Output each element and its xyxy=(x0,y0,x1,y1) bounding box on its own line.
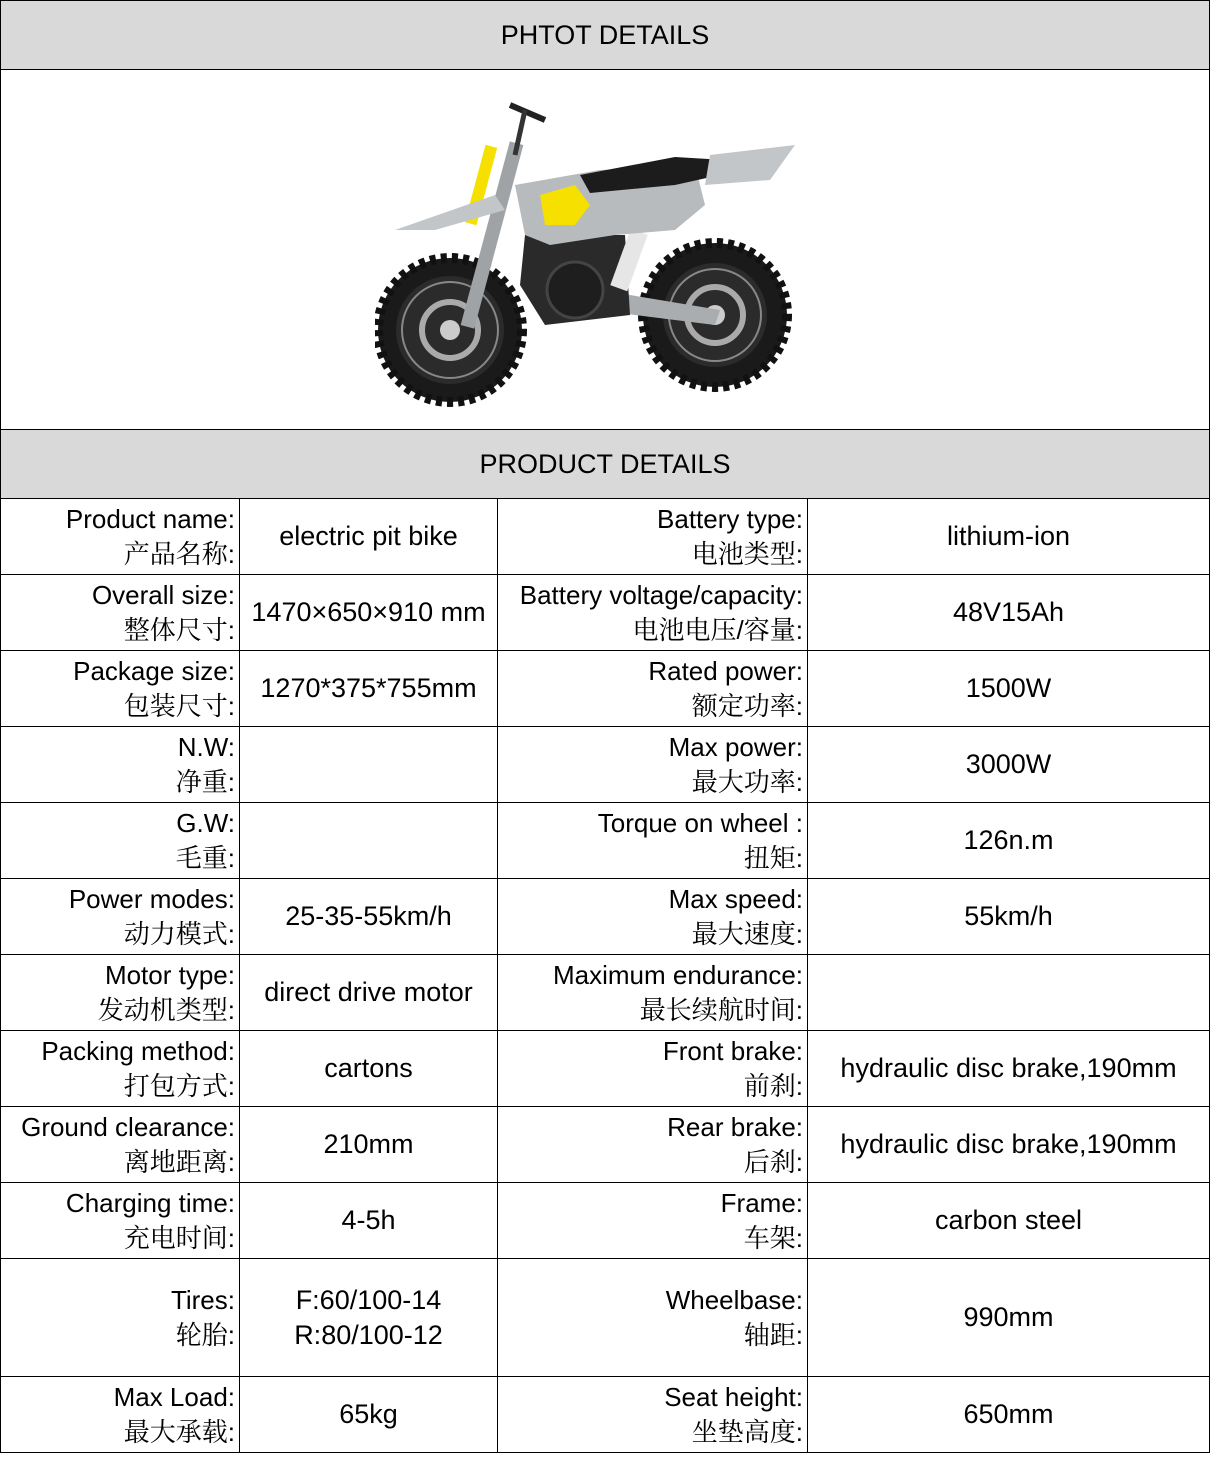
spec-label: Maximum endurance: 最长续航时间: xyxy=(498,955,808,1031)
spec-value: 1500W xyxy=(808,651,1210,727)
spec-label: Battery voltage/capacity: 电池电压/容量: xyxy=(498,575,808,651)
spec-label: Max Load: 最大承载: xyxy=(1,1377,240,1453)
spec-label: Max power: 最大功率: xyxy=(498,727,808,803)
spec-label: Tires: 轮胎: xyxy=(1,1259,240,1377)
spec-label: Front brake: 前刹: xyxy=(498,1031,808,1107)
spec-value: electric pit bike xyxy=(240,499,498,575)
spec-value: 3000W xyxy=(808,727,1210,803)
spec-row xyxy=(1,879,1210,955)
spec-row xyxy=(1,1259,1210,1377)
spec-row xyxy=(1,1107,1210,1183)
spec-value: 210mm xyxy=(240,1107,498,1183)
spec-value: carbon steel xyxy=(808,1183,1210,1259)
spec-value: hydraulic disc brake,190mm xyxy=(808,1031,1210,1107)
spec-value xyxy=(240,727,498,803)
spec-label: Wheelbase: 轴距: xyxy=(498,1259,808,1377)
product-photo-cell xyxy=(1,70,1210,430)
spec-label: Frame: 车架: xyxy=(498,1183,808,1259)
spec-label: Packing method: 打包方式: xyxy=(1,1031,240,1107)
spec-value: 990mm xyxy=(808,1259,1210,1377)
spec-value: direct drive motor xyxy=(240,955,498,1031)
spec-label: Power modes: 动力模式: xyxy=(1,879,240,955)
spec-row xyxy=(1,1031,1210,1107)
spec-value xyxy=(240,803,498,879)
spec-label: Motor type: 发动机类型: xyxy=(1,955,240,1031)
spec-row xyxy=(1,803,1210,879)
spec-label: Seat height: 坐垫高度: xyxy=(498,1377,808,1453)
spec-label: Overall size: 整体尺寸: xyxy=(1,575,240,651)
spec-value: 55km/h xyxy=(808,879,1210,955)
spec-value: 65kg xyxy=(240,1377,498,1453)
spec-value xyxy=(808,955,1210,1031)
spec-label: G.W: 毛重: xyxy=(1,803,240,879)
spec-label: Max speed: 最大速度: xyxy=(498,879,808,955)
product-details-header: PRODUCT DETAILS xyxy=(1,430,1210,499)
spec-label: Rear brake: 后刹: xyxy=(498,1107,808,1183)
photo-details-header: PHTOT DETAILS xyxy=(1,1,1210,70)
spec-label: Package size: 包装尺寸: xyxy=(1,651,240,727)
spec-value: cartons xyxy=(240,1031,498,1107)
spec-value: 1270*375*755mm xyxy=(240,651,498,727)
spec-value: 1470×650×910 mm xyxy=(240,575,498,651)
electric-pit-bike-image xyxy=(375,85,835,415)
spec-row xyxy=(1,499,1210,575)
spec-row xyxy=(1,1377,1210,1453)
spec-label: Battery type: 电池类型: xyxy=(498,499,808,575)
spec-label: Product name: 产品名称: xyxy=(1,499,240,575)
spec-label: Ground clearance: 离地距离: xyxy=(1,1107,240,1183)
spec-value: hydraulic disc brake,190mm xyxy=(808,1107,1210,1183)
spec-value: 4-5h xyxy=(240,1183,498,1259)
spec-value: 48V15Ah xyxy=(808,575,1210,651)
spec-value: F:60/100-14 R:80/100-12 xyxy=(240,1259,498,1377)
spec-row xyxy=(1,1183,1210,1259)
spec-row xyxy=(1,651,1210,727)
spec-value: 126n.m xyxy=(808,803,1210,879)
spec-row xyxy=(1,727,1210,803)
spec-value: lithium-ion xyxy=(808,499,1210,575)
spec-row xyxy=(1,955,1210,1031)
spec-label: Charging time: 充电时间: xyxy=(1,1183,240,1259)
spec-label: Torque on wheel : 扭矩: xyxy=(498,803,808,879)
spec-value: 25-35-55km/h xyxy=(240,879,498,955)
spec-label: N.W: 净重: xyxy=(1,727,240,803)
spec-label: Rated power: 额定功率: xyxy=(498,651,808,727)
spec-value: 650mm xyxy=(808,1377,1210,1453)
spec-row xyxy=(1,575,1210,651)
